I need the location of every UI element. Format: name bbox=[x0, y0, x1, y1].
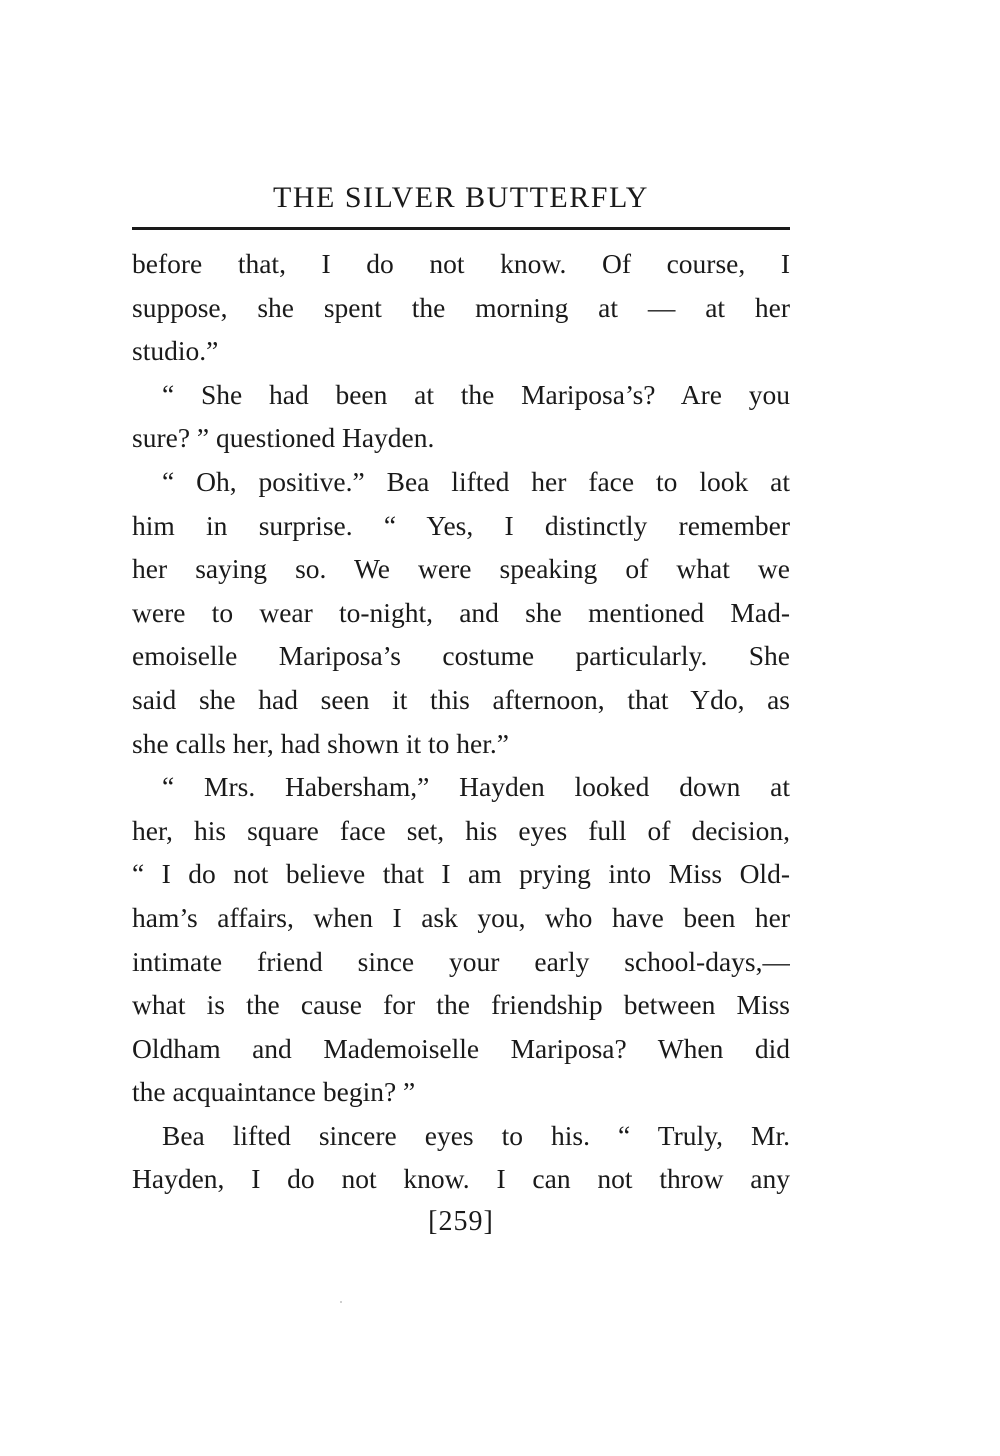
text-line: the acquaintance begin? ” bbox=[132, 1076, 416, 1108]
text-line: before that, I do not know. Of course, I bbox=[132, 248, 790, 279]
text-line: “ I do not believe that I am prying into Miss Old- bbox=[132, 858, 790, 890]
text-line: “ Mrs. Habersham,” Hayden looked down at bbox=[162, 771, 790, 803]
page-number: [259] bbox=[428, 1206, 494, 1237]
text-line: her saying so. We were speaking of what we bbox=[132, 553, 790, 585]
text-line: were to wear to-night, and she mentioned Mad- bbox=[132, 596, 790, 628]
text-line: what is the cause for the friendship between Miss bbox=[132, 989, 790, 1021]
text-line: sure? ” questioned Hayden. bbox=[132, 422, 435, 454]
text-line: suppose, she spent the morning at — at her bbox=[132, 291, 790, 323]
running-head: THE SILVER BUTTERFLY bbox=[273, 181, 649, 214]
text-line: him in surprise. “ Yes, I distinctly remember bbox=[132, 509, 790, 541]
text-line: “ She had been at the Mariposa’s? Are you bbox=[162, 378, 790, 410]
text-line: intimate friend since your early school-days,— bbox=[132, 945, 790, 977]
text-line: Oldham and Mademoiselle Mariposa? When did bbox=[132, 1032, 790, 1064]
header-rule bbox=[132, 227, 790, 230]
text-line: Bea lifted sincere eyes to his. “ Truly, Mr. bbox=[162, 1119, 790, 1151]
text-line: emoiselle Mariposa’s costume particularly. She bbox=[132, 640, 790, 672]
text-line: “ Oh, positive.” Bea lifted her face to look at bbox=[162, 465, 790, 497]
text-line: studio.” bbox=[132, 335, 219, 367]
body-text bbox=[132, 242, 790, 1201]
text-line: her, his square face set, his eyes full of decision, bbox=[132, 814, 790, 846]
text-line: ham’s affairs, when I ask you, who have been her bbox=[132, 901, 790, 933]
text-line: Hayden, I do not know. I can not throw any bbox=[132, 1163, 790, 1195]
paper-speck bbox=[340, 1301, 342, 1303]
text-line: she calls her, had shown it to her.” bbox=[132, 727, 509, 759]
text-line: said she had seen it this afternoon, that Ydo, as bbox=[132, 683, 790, 715]
